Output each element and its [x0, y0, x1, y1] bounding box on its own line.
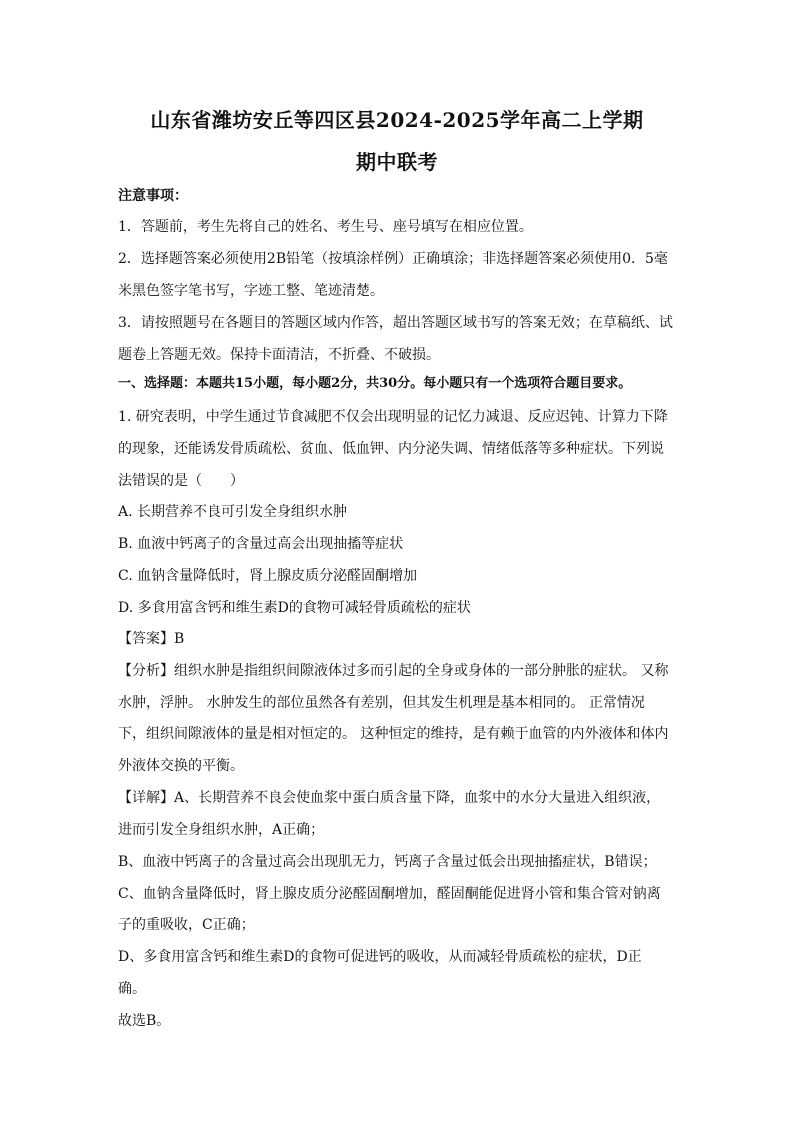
detail-line: C、血钠含量降低时，肾上腺皮质分泌醛固酮增加，醛固酮能促进肾小管和集合管对钠离 — [118, 886, 661, 902]
document-subtitle: 期中联考 — [356, 150, 438, 174]
analysis-line: 外液体交换的平衡。 — [118, 758, 244, 774]
question-line: 的现象，还能诱发骨质疏松、贫血、低血钾、内分泌失调、情绪低落等多种症状。下列说 — [118, 441, 664, 457]
notice-line: 米黑色签字笔书写，字迹工整、笔迹清楚。 — [118, 283, 384, 299]
question-line: 1. 研究表明，中学生通过节食减肥不仅会出现明显的记忆力减退、反应迟钝、计算力下降 — [118, 409, 668, 425]
detail-line: D、多食用富含钙和维生素D的食物可促进钙的吸收，从而减轻骨质疏松的症状，D正 — [118, 949, 642, 965]
analysis-line: 下，组织间隙液体的量是相对恒定的。 这种恒定的维持，是有赖于血管的内外液体和体内 — [118, 726, 669, 742]
detail-line: B、血液中钙离子的含量过高会出现肌无力，钙离子含量过低会出现抽搐症状，B错误； — [118, 854, 657, 870]
analysis-line: 【分析】组织水肿是指组织间隙液体过多而引起的全身或身体的一部分肿胀的症状。 又称 — [118, 663, 669, 679]
option-d: D. 多食用富含钙和维生素D的食物可减轻骨质疏松的症状 — [118, 600, 471, 616]
conclusion-line: 故选B。 — [118, 1013, 171, 1029]
detail-line: 【详解】A、长期营养不良会使血浆中蛋白质含量下降，血浆中的水分大量进入组织液， — [118, 790, 661, 806]
notice-line: 2．选择题答案必须使用2B铅笔（按填涂样例）正确填涂；非选择题答案必须使用0．5毫 — [118, 251, 668, 267]
detail-line: 子的重吸收，C正确； — [118, 917, 255, 933]
detail-line: 确。 — [118, 981, 146, 997]
notice-line: 题卷上答题无效。保持卡面清洁，不折叠、不破损。 — [118, 347, 440, 363]
analysis-line: 水肿，浮肿。 水肿发生的部位虽然各有差别，但其发生机理是基本相同的。 正常情况 — [118, 695, 645, 711]
document-title: 山东省潍坊安丘等四区县2024-2025学年高二上学期 — [150, 108, 644, 132]
detail-line: 进而引发全身组织水肿，A正确； — [118, 822, 325, 838]
question-line: 法错误的是（ ） — [118, 473, 244, 489]
answer-line: 【答案】B — [118, 631, 185, 647]
notice-line: 1．答题前，考生先将自己的姓名、考生号、座号填写在相应位置。 — [118, 219, 533, 235]
notice-heading: 注意事项： — [118, 188, 188, 204]
option-b: B. 血液中钙离子的含量过高会出现抽搐等症状 — [118, 536, 404, 552]
option-a: A. 长期营养不良可引发全身组织水肿 — [118, 504, 348, 520]
notice-line: 3．请按照题号在各题目的答题区域内作答，超出答题区域书写的答案无效；在草稿纸、试 — [118, 315, 673, 331]
option-c: C. 血钠含量降低时，肾上腺皮质分泌醛固酮增加 — [118, 568, 418, 584]
section-heading: 一、选择题：本题共15小题，每小题2分，共30分。每小题只有一个选项符合题目要求。 — [118, 376, 632, 391]
